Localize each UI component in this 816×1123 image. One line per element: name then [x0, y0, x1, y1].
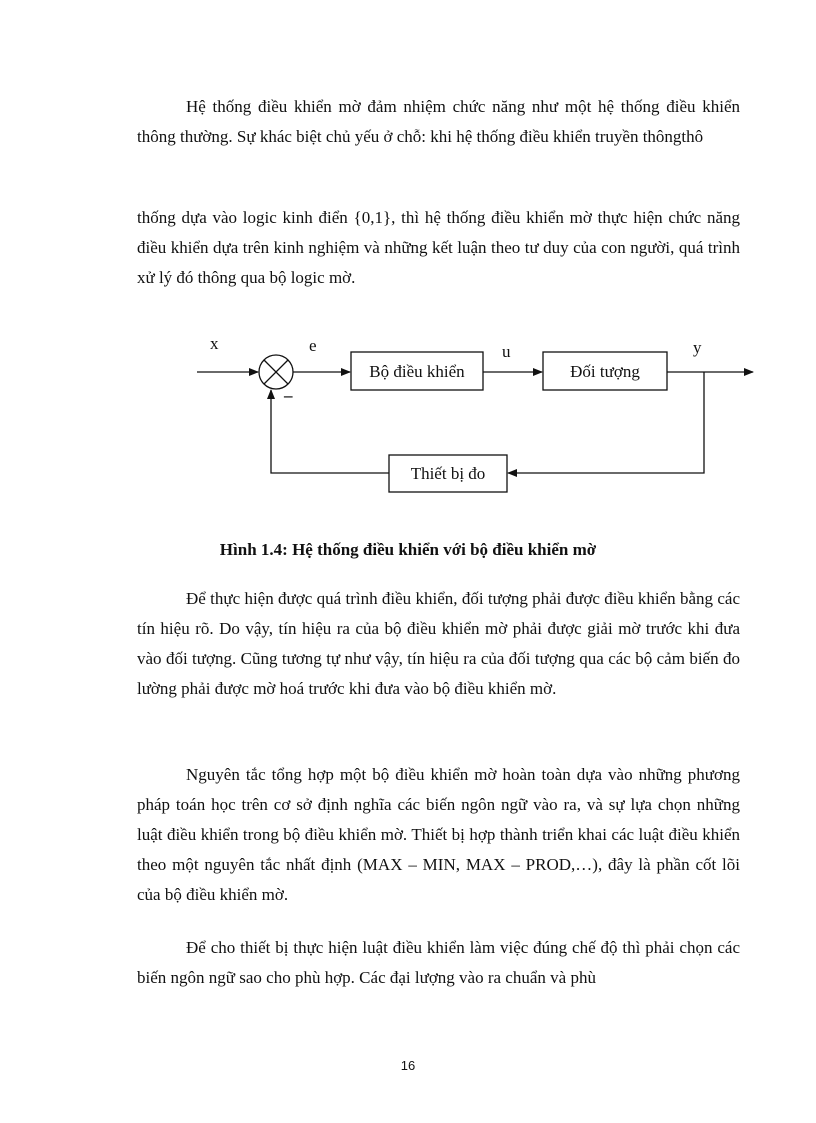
- paragraph-intro: Hệ thống điều khiển mờ đảm nhiệm chức năng như một hệ thống điều khiển thông thường. Sự khác biệt chủ yếu ở chỗ: khi hệ thống điều khiển truyền thôngthô: [137, 97, 740, 146]
- label-e: e: [309, 336, 317, 355]
- paragraph-intro-continued: thống dựa vào logic kinh điển {0,1}, thì hệ thống điều khiển mờ thực hiện chức năng điều khiển dựa trên kinh nghiệm và những kết luận theo tư duy của con người, quá trình xử lý đó thông qua bộ logic mờ.: [137, 208, 740, 287]
- paragraph-defuzzification: Để thực hiện được quá trình điều khiển, đối tượng phải được điều khiển bằng các tín hiệu rõ. Do vậy, tín hiệu ra của bộ điều khiển mờ phải được giải mờ trước khi đưa vào đối tượng. Cũng tương tự như vậy, tín hiệu ra của đối tượng qua các bộ cảm biến đo lường phải được mờ hoá trước khi đưa vào bộ điều khiển mờ.: [137, 589, 740, 698]
- plant-label: Đối tượng: [570, 362, 640, 381]
- controller-label: Bộ điều khiển: [369, 362, 465, 381]
- block-diagram: [190, 330, 770, 510]
- label-u: u: [502, 342, 511, 361]
- sensor-label: Thiết bị đo: [410, 464, 486, 483]
- label-y: y: [693, 338, 702, 357]
- figure-caption: Hình 1.4: Hệ thống điều khiển với bộ điều khiển mờ: [219, 540, 597, 559]
- label-x: x: [210, 334, 219, 353]
- summing-junction: [259, 355, 293, 389]
- paragraph-synthesis-principle: Nguyên tắc tổng hợp một bộ điều khiển mờ hoàn toàn dựa vào những phương pháp toán học trên cơ sở định nghĩa các biến ngôn ngữ vào ra, và sự lựa chọn những luật điều khiển trong bộ điều khiển mờ. Thiết bị hợp thành triển khai các luật điều khiển theo một nguyên tắc nhất định (MAX – MIN, MAX – PROD,…), đây là phần cốt lõi của bộ điều khiển mờ.: [137, 765, 740, 904]
- paragraph-linguistic-variables: Để cho thiết bị thực hiện luật điều khiển làm việc đúng chế độ thì phải chọn các biến ngôn ngữ sao cho phù hợp. Các đại lượng vào ra chuẩn và phù: [137, 938, 740, 987]
- label-minus: –: [284, 386, 293, 405]
- page-number: 16: [400, 1058, 416, 1073]
